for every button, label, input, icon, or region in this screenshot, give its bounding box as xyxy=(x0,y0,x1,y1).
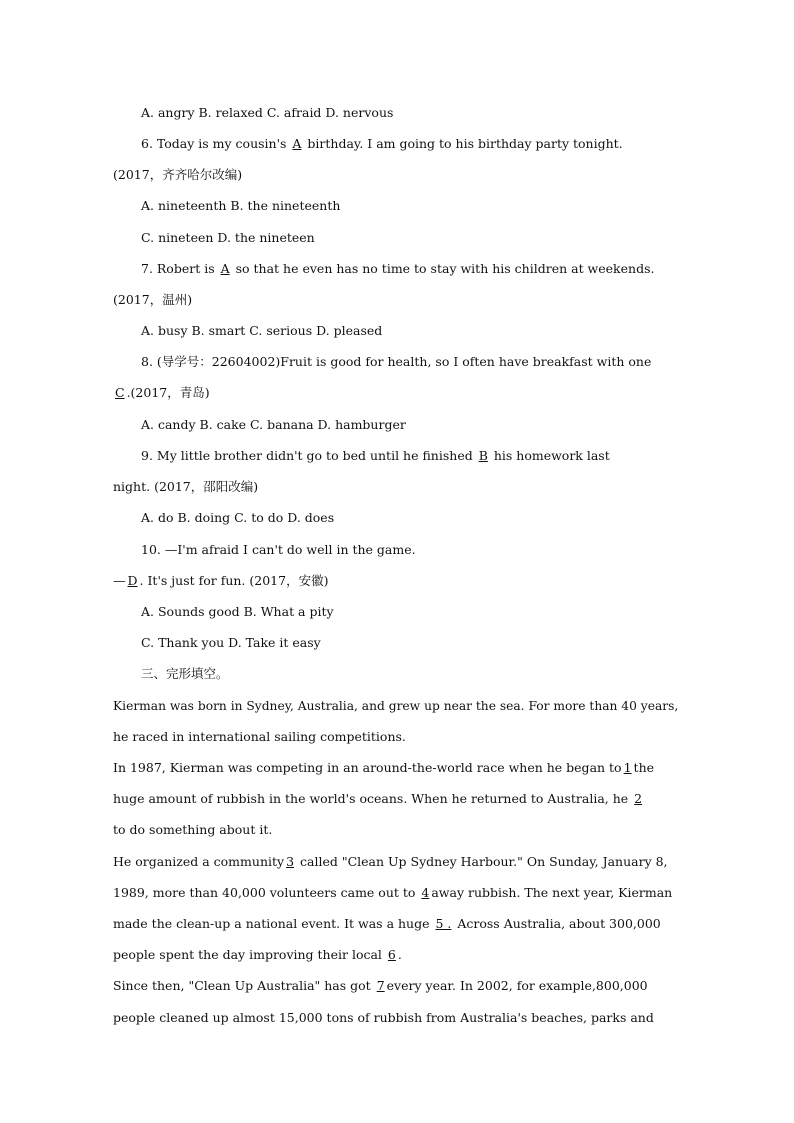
blank-2: 2 xyxy=(634,791,643,806)
passage-line: Since then, "Clean Up Australia" has got 7 every year. In 2002, for example,800,000 xyxy=(113,978,648,993)
passage-line: he raced in international sailing competitions. xyxy=(113,729,406,744)
blank-7: 7 xyxy=(376,978,385,993)
passage-line: Kierman was born in Sydney, Australia, and grew up near the sea. For more than 40 years, xyxy=(113,699,679,713)
q8-options: A. candy B. cake C. banana D. hamburger xyxy=(141,417,406,432)
passage-line: to do something about it. xyxy=(113,822,273,837)
passage-line: made the clean-up a national event. It was a huge 5 . Across Australia, about 300,000 xyxy=(113,916,661,931)
q7-answer: A xyxy=(220,261,230,276)
q7-source: (2017，温州) xyxy=(113,292,193,307)
passage-line: He organized a community 3 called "Clean Up Sydney Harbour." On Sunday, January 8, xyxy=(113,854,668,869)
q8-stem: 8. (导学号：22604002)Fruit is good for health, so I often have breakfast with one xyxy=(141,354,652,369)
q10-options-2: C. Thank you D. Take it easy xyxy=(141,635,321,650)
passage-line: 1989, more than 40,000 volunteers came out to 4 away rubbish. The next year, Kierman xyxy=(113,885,673,900)
q9-stem: 9. My little brother didn't go to bed until he finished B his homework last xyxy=(141,448,610,463)
passage-line: people spent the day improving their local 6 . xyxy=(113,947,402,962)
q10-stem: 10. —I'm afraid I can't do well in the game. xyxy=(141,542,416,557)
q6-options-2: C. nineteen D. the nineteen xyxy=(141,230,315,245)
q6-options-1: A. nineteenth B. the nineteenth xyxy=(141,198,341,213)
blank-1: 1 xyxy=(623,760,632,775)
passage-line: In 1987, Kierman was competing in an around-the-world race when he began to 1 the xyxy=(113,760,655,775)
q6-answer: A xyxy=(292,136,302,151)
q8-answer-line: C .(2017，青岛) xyxy=(115,385,210,400)
q9-options: A. do B. doing C. to do D. does xyxy=(141,510,335,525)
q10-answer: D xyxy=(127,573,138,588)
q5-options: A. angry B. relaxed C. afraid D. nervous xyxy=(141,105,394,120)
blank-4: 4 xyxy=(421,885,430,900)
q8-answer: C xyxy=(115,385,125,400)
q6-source: (2017，齐齐哈尔改编) xyxy=(113,167,243,182)
blank-3: 3 xyxy=(286,854,295,869)
q7-options: A. busy B. smart C. serious D. pleased xyxy=(141,323,383,338)
q10-options-1: A. Sounds good B. What a pity xyxy=(141,604,334,619)
q9-answer: B xyxy=(478,448,488,463)
q6-stem: 6. Today is my cousin's A birthday. I am going to his birthday party tonight. xyxy=(141,136,623,151)
q10-reply: — D . It's just for fun. (2017，安徽) xyxy=(113,573,329,588)
passage-line: huge amount of rubbish in the world's oceans. When he returned to Australia, he 2 xyxy=(113,791,643,806)
blank-6: 6 xyxy=(387,947,396,962)
blank-5: 5 . xyxy=(435,916,452,931)
passage-line: people cleaned up almost 15,000 tons of rubbish from Australia's beaches, parks and xyxy=(113,1010,654,1025)
section-title: 三、完形填空。 xyxy=(141,666,229,681)
q9-continuation: night. (2017，邵阳改编) xyxy=(113,479,259,494)
q7-stem: 7. Robert is A so that he even has no time to stay with his children at weekends. xyxy=(141,261,655,276)
